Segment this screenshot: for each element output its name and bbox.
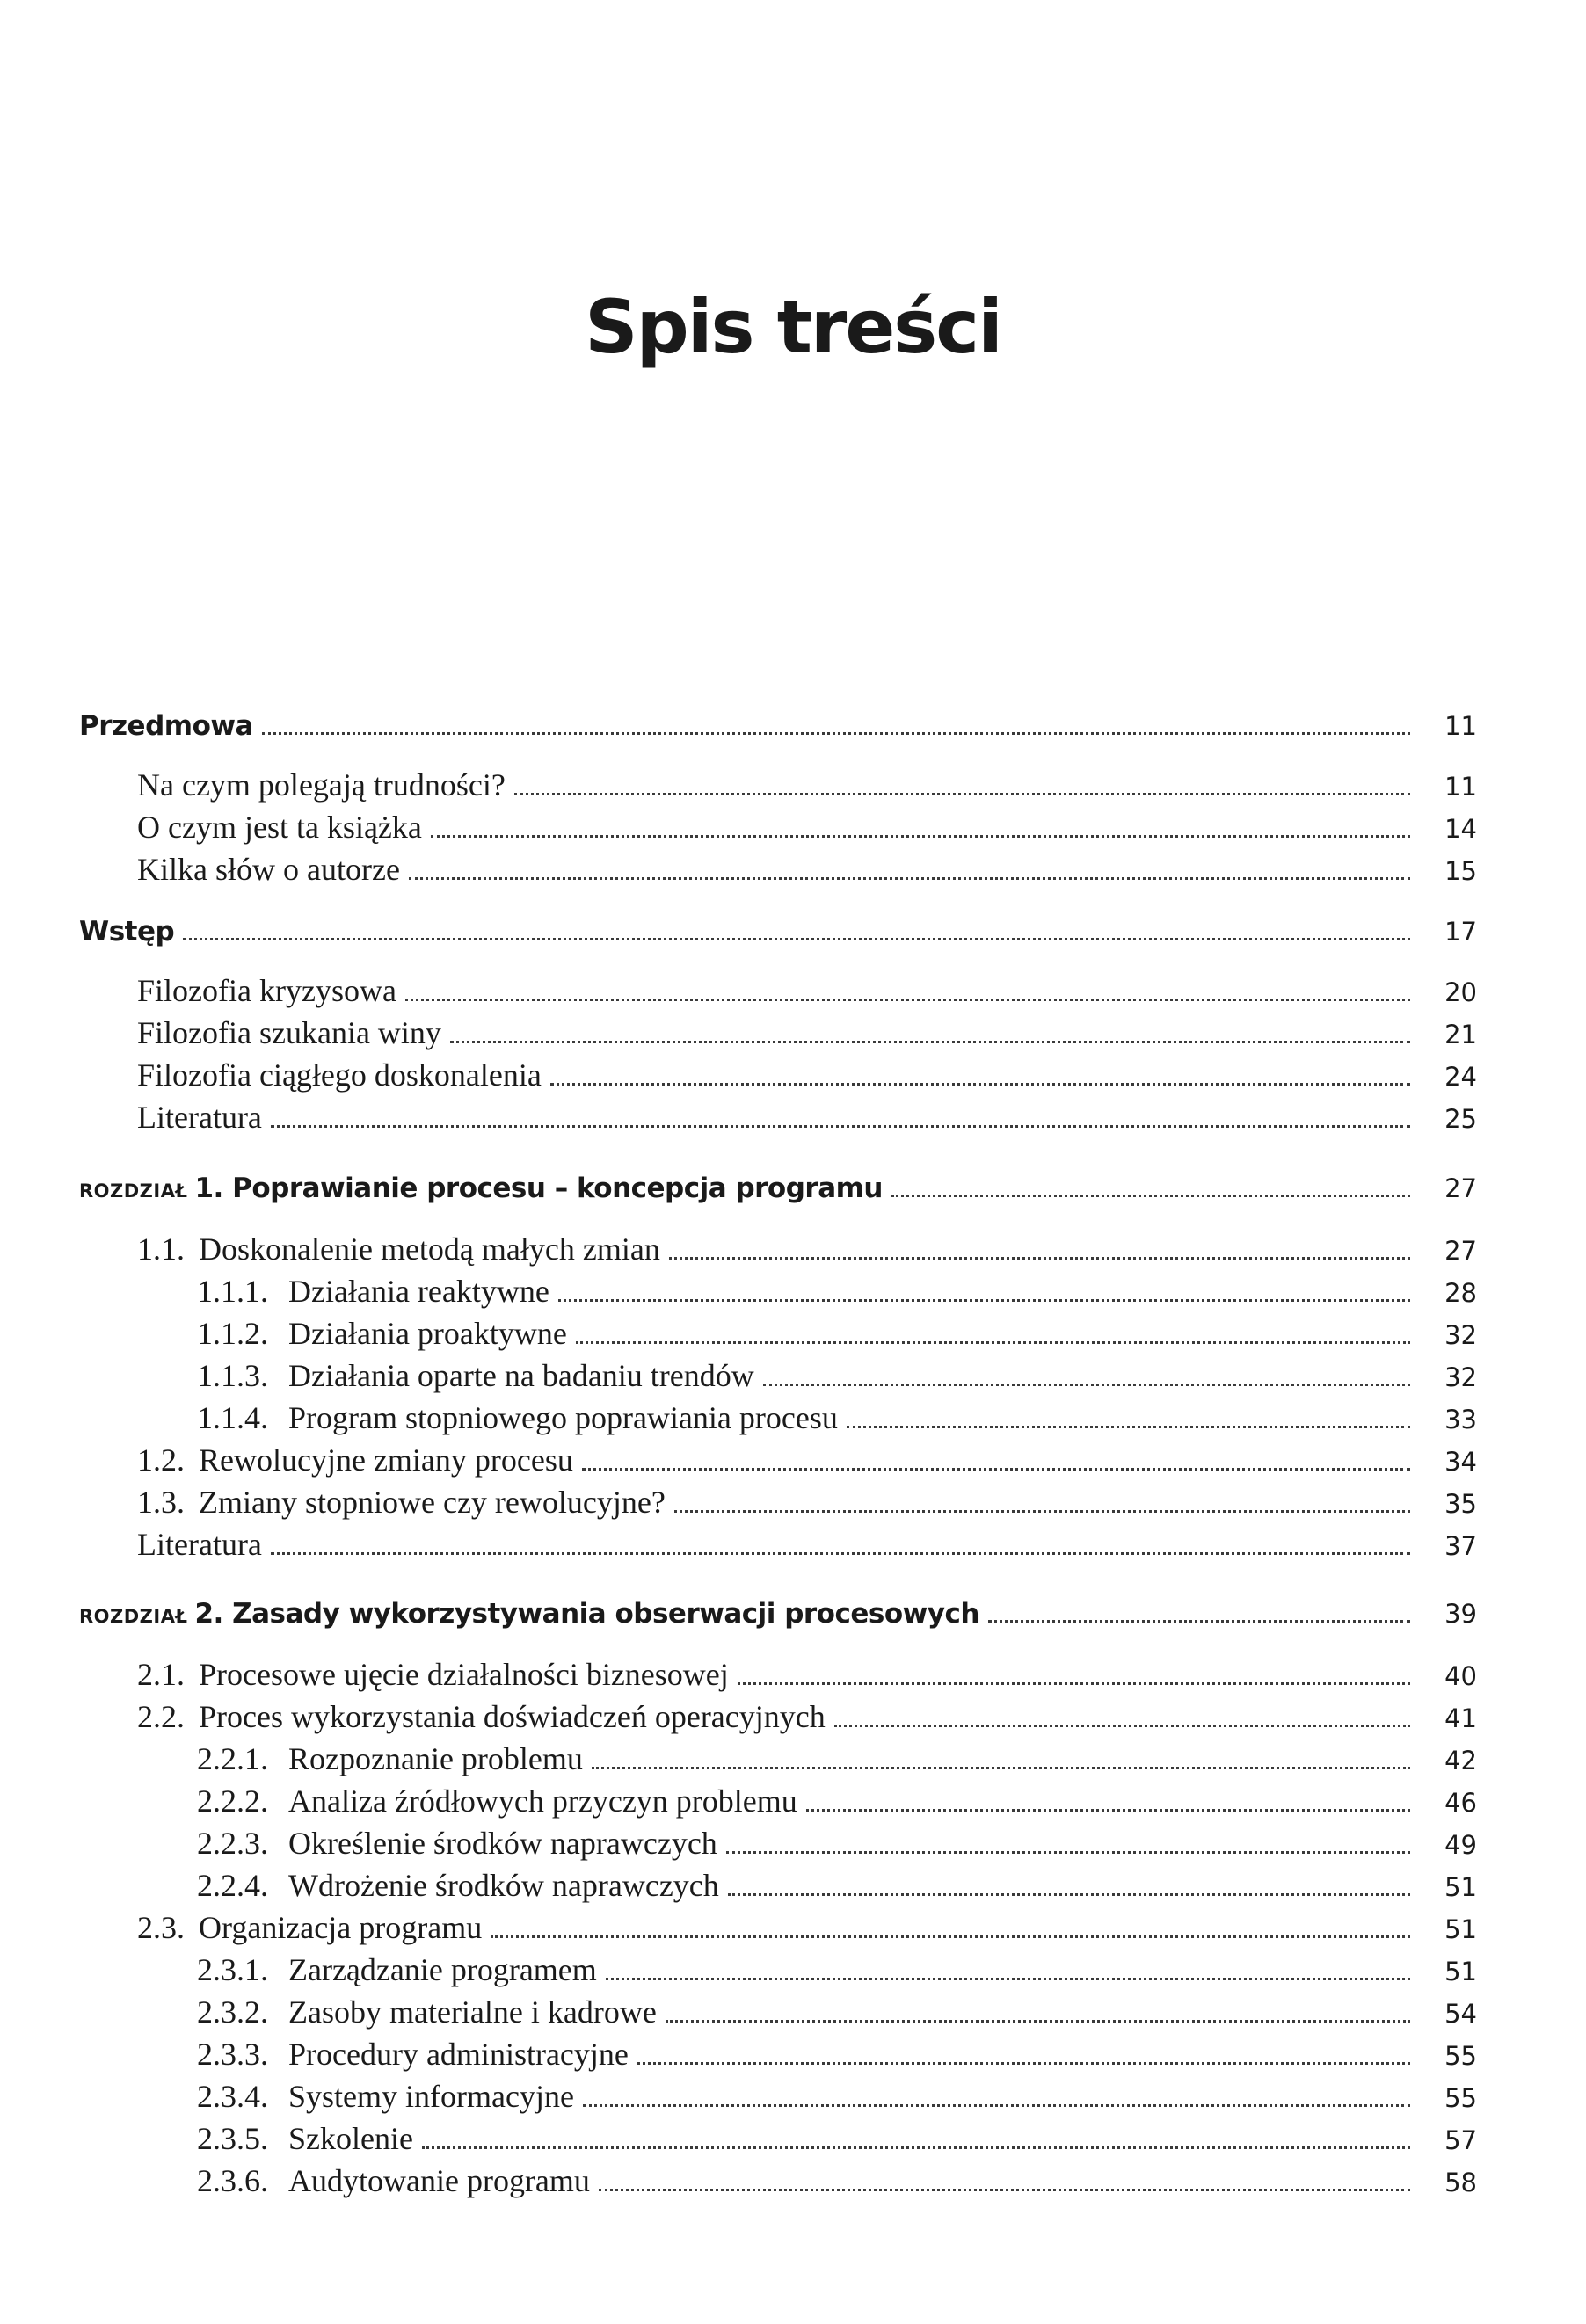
section-number: 2.3.2.: [197, 1994, 268, 2030]
toc-entry[interactable]: [79, 1951, 1477, 1994]
toc-page-number: 46: [1444, 1788, 1477, 1818]
toc-entry-label: [197, 2120, 422, 2157]
toc-entry[interactable]: [79, 1740, 1477, 1783]
toc-entry-label: [197, 1783, 806, 1819]
toc-page-number: 24: [1444, 1062, 1477, 1092]
toc-page-number: 15: [1444, 856, 1477, 886]
dot-leader: [891, 1195, 1410, 1197]
toc-entry[interactable]: [79, 1315, 1477, 1357]
toc-page-number: 32: [1444, 1320, 1477, 1350]
section-number: 2.2.4.: [197, 1868, 268, 1903]
section-number: 2.3.: [137, 1910, 185, 1945]
dot-leader: [576, 1341, 1410, 1344]
toc-entry-label: Kilka słów o autorze: [137, 852, 400, 887]
dot-leader: [582, 1468, 1410, 1471]
section-title: Zmiany stopniowe czy rewolucyjne?: [199, 1485, 666, 1520]
dot-leader: [728, 1893, 1410, 1896]
toc-entry-label: [197, 1273, 558, 1310]
section-title: Organizacja programu: [199, 1910, 483, 1945]
section-number: 2.2.1.: [197, 1741, 268, 1776]
dot-leader: [988, 1620, 1410, 1623]
toc-entry[interactable]: [79, 1909, 1477, 1951]
toc-entry-label: Filozofia kryzysowa: [137, 973, 396, 1008]
toc-entry-label: Wstęp: [79, 916, 175, 948]
toc-entry-label: Literatura: [137, 1100, 262, 1135]
toc-chapter-2[interactable]: [79, 1598, 1477, 1640]
toc-page-number: 14: [1444, 814, 1477, 844]
dot-leader: [450, 1041, 1410, 1043]
section-title: Szkolenie: [288, 2121, 413, 2156]
section-title: Działania proaktywne: [288, 1316, 567, 1351]
section-number: 1.1.4.: [197, 1400, 268, 1435]
section-number: 1.1.1.: [197, 1274, 268, 1309]
toc-entry-label: Filozofia ciągłego doskonalenia: [137, 1057, 542, 1093]
dot-leader: [583, 2104, 1410, 2107]
toc-entry-label: Na czym polegają trudności?: [137, 767, 506, 803]
dot-leader: [405, 999, 1410, 1001]
dot-leader: [514, 793, 1410, 795]
section-number: 2.2.2.: [197, 1783, 268, 1819]
toc-entry-label: [137, 1909, 491, 1946]
toc-entry[interactable]: [79, 1057, 1477, 1099]
section-title: Program stopniowego poprawiania procesu: [288, 1400, 838, 1435]
toc-chapter-title: [79, 1173, 891, 1204]
toc-entry[interactable]: [79, 972, 1477, 1014]
toc-entry[interactable]: [79, 1484, 1477, 1526]
section-number: 1.1.: [137, 1231, 185, 1267]
dot-leader: [666, 2020, 1410, 2023]
toc-entry-wstep[interactable]: [79, 916, 1477, 958]
toc-entry[interactable]: [79, 1099, 1477, 1141]
toc-page-number: 37: [1444, 1531, 1477, 1561]
toc-entry-label: [197, 2078, 583, 2115]
toc-entry[interactable]: [79, 2036, 1477, 2078]
toc-entry[interactable]: [79, 1656, 1477, 1698]
toc-entry[interactable]: [79, 1698, 1477, 1740]
toc-entry-label: [137, 1656, 738, 1693]
toc-page-number: 21: [1444, 1020, 1477, 1049]
section-title: Zarządzanie programem: [288, 1952, 597, 1987]
page-title: Spis treści: [585, 284, 1001, 370]
toc-entry-label: [197, 2036, 637, 2073]
toc-page-number: 40: [1444, 1661, 1477, 1691]
dot-leader: [491, 1935, 1410, 1938]
toc-entry-label: [197, 1951, 606, 1988]
toc-entry[interactable]: [79, 1014, 1477, 1057]
section-number: 2.2.: [137, 1699, 185, 1734]
section-title: Działania oparte na badaniu trendów: [288, 1358, 754, 1393]
toc-page-number: 39: [1444, 1599, 1477, 1629]
toc-entry-label: [197, 1357, 763, 1394]
toc-entry[interactable]: [79, 2078, 1477, 2120]
section-title: Określenie środków naprawczych: [288, 1826, 717, 1861]
toc-entry[interactable]: [79, 809, 1477, 851]
toc-entry[interactable]: [79, 851, 1477, 893]
section-title: Procesowe ujęcie działalności biznesowej: [199, 1657, 729, 1692]
dot-leader: [726, 1851, 1410, 1854]
section-title: Działania reaktywne: [288, 1274, 549, 1309]
toc-page-number: 57: [1444, 2125, 1477, 2155]
dot-leader: [262, 732, 1410, 735]
toc-entry[interactable]: [79, 1357, 1477, 1399]
toc-page-number: 33: [1444, 1405, 1477, 1434]
toc-page-number: 27: [1444, 1173, 1477, 1203]
toc-entry-label: Literatura: [137, 1527, 262, 1562]
toc-entry-label: [197, 1994, 666, 2030]
dot-leader: [592, 1767, 1410, 1769]
dot-leader: [637, 2062, 1410, 2065]
chapter-label: 2. Zasady wykorzystywania obserwacji procesowych: [194, 1598, 979, 1630]
dot-leader: [599, 2189, 1410, 2191]
toc-page-number: 27: [1444, 1236, 1477, 1266]
toc-page-number: 51: [1444, 1872, 1477, 1902]
toc-page-number: 42: [1444, 1746, 1477, 1776]
toc-page-number: 58: [1444, 2168, 1477, 2197]
toc-chapter-title: [79, 1598, 988, 1630]
toc-page-number: 28: [1444, 1278, 1477, 1308]
toc-page-number: 25: [1444, 1104, 1477, 1134]
section-number: 1.2.: [137, 1442, 185, 1478]
dot-leader: [271, 1552, 1410, 1555]
section-number: 2.3.5.: [197, 2121, 268, 2156]
toc-entry[interactable]: [79, 1273, 1477, 1315]
dot-leader: [669, 1257, 1410, 1260]
toc-entry-label: Przedmowa: [79, 710, 253, 742]
toc-page-number: 51: [1444, 1914, 1477, 1944]
toc-chapter-1[interactable]: [79, 1173, 1477, 1215]
toc-entry-label: [197, 1315, 576, 1352]
toc-page-number: 51: [1444, 1957, 1477, 1986]
toc-entry[interactable]: [79, 1442, 1477, 1484]
toc-entry-label: [197, 1740, 592, 1777]
toc-entry-label: [137, 1698, 834, 1735]
section-title: Systemy informacyjne: [288, 2079, 574, 2114]
dot-leader: [834, 1725, 1410, 1727]
dot-leader: [738, 1682, 1410, 1685]
section-title: Wdrożenie środków naprawczych: [288, 1868, 719, 1903]
toc-page-number: 55: [1444, 2083, 1477, 2113]
toc-page-number: 55: [1444, 2041, 1477, 2071]
toc-entry-label: [197, 2162, 599, 2199]
section-title: Procedury administracyjne: [288, 2037, 629, 2072]
dot-leader: [183, 938, 1410, 940]
section-title: Proces wykorzystania doświadczeń operacyjnych: [199, 1699, 826, 1734]
toc-entry[interactable]: [79, 2120, 1477, 2162]
section-title: Doskonalenie metodą małych zmian: [199, 1231, 660, 1267]
toc-entry-label: [197, 1825, 726, 1862]
dot-leader: [606, 1978, 1410, 1980]
toc-entry[interactable]: [79, 766, 1477, 809]
dot-leader: [847, 1426, 1410, 1428]
chapter-prefix: ROZDZIAŁ: [79, 1180, 188, 1202]
dot-leader: [550, 1083, 1410, 1086]
toc-entry[interactable]: [79, 1526, 1477, 1568]
section-number: 2.3.6.: [197, 2163, 268, 2198]
dot-leader: [271, 1125, 1410, 1128]
toc-entry[interactable]: [79, 1231, 1477, 1273]
section-number: 2.3.4.: [197, 2079, 268, 2114]
chapter-prefix: ROZDZIAŁ: [79, 1606, 188, 1627]
section-number: 2.2.3.: [197, 1826, 268, 1861]
toc-page-number: 49: [1444, 1830, 1477, 1860]
toc-entry-label: [197, 1399, 847, 1436]
toc-entry[interactable]: [79, 1825, 1477, 1867]
dot-leader: [422, 2146, 1410, 2149]
toc-entry-label: O czym jest ta książka: [137, 810, 422, 845]
toc-entry[interactable]: [79, 1994, 1477, 2036]
section-number: 2.3.1.: [197, 1952, 268, 1987]
section-title: Rozpoznanie problemu: [288, 1741, 583, 1776]
toc-page-number: 11: [1444, 772, 1477, 802]
toc-entry-przedmowa[interactable]: [79, 710, 1477, 752]
toc-entry-label: [137, 1484, 674, 1521]
toc-page-number: 41: [1444, 1703, 1477, 1733]
toc-entry-label: [137, 1231, 669, 1267]
dot-leader: [558, 1299, 1410, 1302]
toc-entry[interactable]: [79, 2162, 1477, 2204]
toc-page-number: 32: [1444, 1362, 1477, 1392]
section-number: 1.1.3.: [197, 1358, 268, 1393]
section-number: 2.3.3.: [197, 2037, 268, 2072]
section-number: 1.3.: [137, 1485, 185, 1520]
toc-entry-label: [197, 1867, 728, 1904]
toc-page-number: 11: [1444, 711, 1477, 741]
toc-entry[interactable]: [79, 1867, 1477, 1909]
toc-entry[interactable]: [79, 1783, 1477, 1825]
toc-page-number: 35: [1444, 1489, 1477, 1519]
section-number: 2.1.: [137, 1657, 185, 1692]
section-title: Analiza źródłowych przyczyn problemu: [288, 1783, 797, 1819]
chapter-label: 1. Poprawianie procesu – koncepcja programu: [194, 1173, 884, 1204]
section-number: 1.1.2.: [197, 1316, 268, 1351]
toc-page-number: 54: [1444, 1999, 1477, 2029]
toc-page-number: 34: [1444, 1447, 1477, 1477]
dot-leader: [431, 835, 1410, 838]
toc-entry[interactable]: [79, 1399, 1477, 1442]
toc-page-number: 20: [1444, 977, 1477, 1007]
section-title: Audytowanie programu: [288, 2163, 590, 2198]
toc-page-number: 17: [1444, 917, 1477, 947]
section-title: Zasoby materialne i kadrowe: [288, 1994, 657, 2030]
toc-entry-label: [137, 1442, 582, 1478]
dot-leader: [806, 1809, 1410, 1812]
section-title: Rewolucyjne zmiany procesu: [199, 1442, 573, 1478]
toc-entry-label: Filozofia szukania winy: [137, 1015, 441, 1050]
dot-leader: [409, 877, 1410, 880]
dot-leader: [763, 1384, 1410, 1386]
dot-leader: [674, 1510, 1410, 1513]
